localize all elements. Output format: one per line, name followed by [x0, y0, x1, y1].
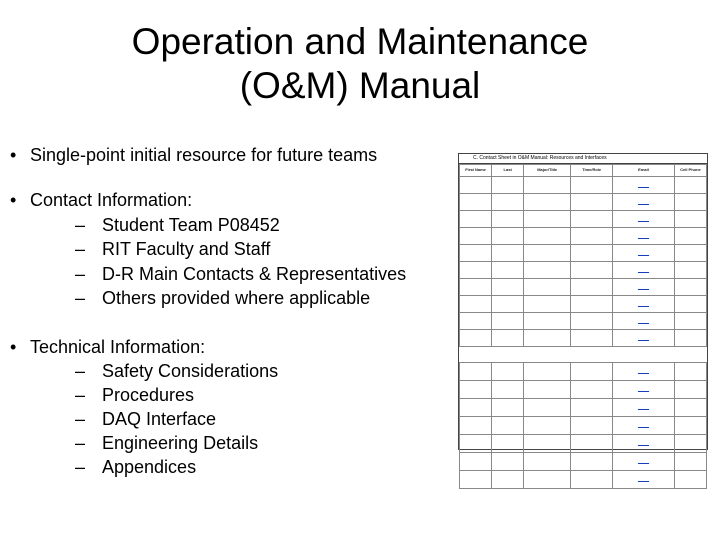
slide-title-line2: (O&M) Manual: [239, 65, 481, 106]
table-row: [460, 177, 707, 194]
column-header: Email: [613, 165, 675, 177]
dash-icon: –: [75, 264, 86, 284]
column-header: Major/Title: [524, 165, 571, 177]
contact-sheet-title: C. Contact Sheet in O&M Manual: Resources and Interfaces: [459, 154, 707, 164]
slide-title-line1: Operation and Maintenance: [131, 21, 589, 62]
table-row: [460, 313, 707, 330]
table-row: [460, 279, 707, 296]
column-header: Time/Role: [571, 165, 613, 177]
dash-icon: –: [75, 385, 86, 405]
contact-sheet-image: [458, 153, 708, 450]
column-header: Cell Phone: [674, 165, 706, 177]
table-row: [460, 262, 707, 279]
contact-sheet-table: [459, 164, 707, 489]
email-link: [638, 476, 649, 481]
bullet-text: Technical Information:: [30, 337, 206, 357]
email-link: [638, 386, 649, 391]
table-row: [460, 330, 707, 347]
email-link: [638, 335, 649, 340]
column-header: Last: [492, 165, 524, 177]
table-row: [460, 417, 707, 435]
bullet-text: Single-point initial resource for future teams: [30, 145, 378, 165]
table-row: [460, 381, 707, 399]
email-link: [638, 301, 649, 306]
bullet-icon: •: [10, 190, 17, 210]
sub-item-text: DAQ Interface: [102, 409, 217, 429]
dash-icon: –: [75, 215, 86, 235]
dash-icon: –: [75, 361, 86, 381]
dash-icon: –: [75, 457, 86, 477]
contact-sheet-header-row: [460, 165, 707, 177]
column-header: First Name: [460, 165, 492, 177]
email-link: [638, 199, 649, 204]
table-row: [460, 211, 707, 228]
table-row: [460, 399, 707, 417]
email-link: [638, 182, 649, 187]
email-link: [638, 404, 649, 409]
bullet-text: Contact Information:: [30, 190, 193, 210]
dash-icon: –: [75, 433, 86, 453]
email-link: [638, 233, 649, 238]
sub-item-text: Appendices: [102, 457, 197, 477]
email-link: [638, 368, 649, 373]
sub-item-text: D-R Main Contacts & Representatives: [102, 264, 407, 284]
sub-item-text: Others provided where applicable: [102, 288, 371, 308]
table-row: [460, 296, 707, 313]
email-link: [638, 440, 649, 445]
table-row: [460, 363, 707, 381]
sub-item-text: RIT Faculty and Staff: [102, 239, 271, 259]
email-link: [638, 422, 649, 427]
email-link: [638, 267, 649, 272]
bullet-icon: •: [10, 337, 17, 357]
sub-item-text: Student Team P08452: [102, 215, 280, 235]
sub-item-text: Safety Considerations: [102, 361, 279, 381]
table-row: [460, 435, 707, 453]
sub-item-text: Procedures: [102, 385, 195, 405]
email-link: [638, 216, 649, 221]
email-link: [638, 458, 649, 463]
slide-title: [0, 20, 720, 108]
email-link: [638, 318, 649, 323]
dash-icon: –: [75, 239, 86, 259]
email-link: [638, 284, 649, 289]
dash-icon: –: [75, 409, 86, 429]
table-row: [460, 245, 707, 262]
table-row: [460, 453, 707, 471]
bullet-icon: •: [10, 145, 17, 165]
dash-icon: –: [75, 288, 86, 308]
sub-item-text: Engineering Details: [102, 433, 259, 453]
table-spacer-row: [460, 347, 707, 363]
table-row: [460, 228, 707, 245]
table-row: [460, 194, 707, 211]
table-row: [460, 471, 707, 489]
email-link: [638, 250, 649, 255]
